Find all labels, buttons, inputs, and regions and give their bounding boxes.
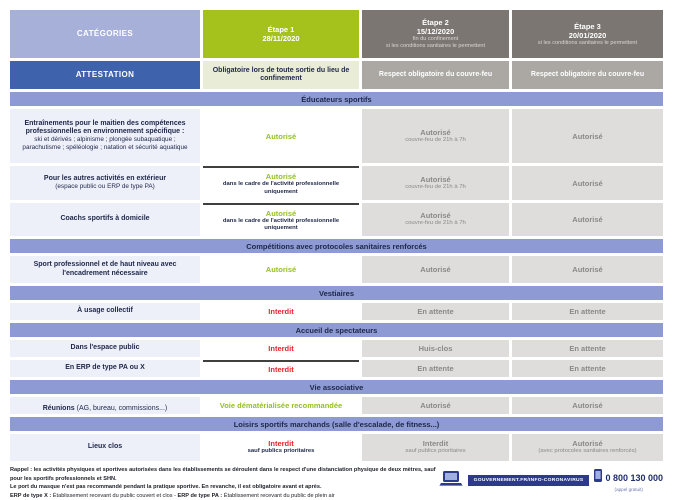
section-educateurs — [10, 92, 663, 106]
section-vestiaires — [10, 286, 663, 300]
status-text: Autorisé — [420, 211, 451, 221]
row-label-bold: Entraînements pour le maitien des compétences professionnelles en environnement spécifique : — [24, 119, 186, 135]
cell-reunions-etape1 — [203, 397, 359, 414]
row-label-espace-public — [10, 340, 200, 357]
phone-row — [594, 469, 663, 487]
row-label-text — [43, 396, 168, 415]
section-vie-associative — [10, 380, 663, 394]
status-text: Autorisé — [420, 265, 451, 274]
status-subtext: sauf publics prioritaires — [405, 448, 466, 455]
section-loisirs-label: Loisirs sportifs marchands (salle d'escalade, de fitness...) — [233, 419, 440, 429]
cell-autres-etape1 — [203, 166, 359, 200]
erp-x-definition: Établissement recevant du public couvert et clos - — [51, 492, 178, 499]
row-label-erp — [10, 360, 200, 377]
status-subtext: dans le cadre de l'activité professionnelle uniquement — [222, 181, 340, 195]
etape3-title: Étape 3 — [574, 21, 601, 31]
categories-label: CATÉGORIES — [76, 29, 134, 39]
phone-number: 0 800 130 000 — [605, 473, 663, 483]
attestation-etape2-text: Respect obligatoire du couvre-feu — [378, 70, 493, 78]
footer-note-masque: Le port du masque n'est pas recommandé pendant la pratique sportive. En revanche, il est obligatoire avant et après. — [10, 484, 322, 491]
cell-usage-etape3 — [512, 303, 663, 320]
laptop-icon — [439, 470, 463, 492]
cell-coachs-etape3 — [512, 203, 663, 236]
cell-erp-etape2 — [362, 360, 509, 377]
cell-entrainements-etape1 — [203, 109, 359, 163]
cell-sportpro-etape2 — [362, 256, 509, 283]
etape2-note2: si les conditions sanitaires le permettent — [385, 43, 486, 49]
status-text: En attente — [569, 307, 606, 316]
cell-entrainements-etape2 — [362, 109, 509, 163]
etape3-note: si les conditions sanitaires le permettent — [537, 39, 638, 46]
cell-espace-etape3 — [512, 340, 663, 357]
row-label-reunions — [10, 397, 200, 414]
status-subtext: dans le cadre de l'activité professionnelle uniquement — [222, 217, 340, 231]
cell-autres-etape2 — [362, 166, 509, 200]
section-spectateurs — [10, 323, 663, 337]
phone-block — [594, 469, 663, 492]
erp-pa-term: ERP de type PA : — [177, 492, 223, 499]
status-text: Autorisé — [420, 127, 451, 137]
status-subtext: couvre-feu de 21h à 7h — [405, 183, 466, 190]
cell-lieuxclos-etape2 — [362, 434, 509, 461]
cell-coachs-etape2 — [362, 203, 509, 236]
status-text: En attente — [569, 344, 606, 353]
section-educateurs-label: Éducateurs sportifs — [301, 94, 372, 104]
status-text: En attente — [569, 364, 606, 373]
row-label-bold: Pour les autres activités en extérieur — [43, 174, 167, 182]
status-subtext: (avec protocoles sanitaires renforcés) — [538, 448, 637, 455]
cell-autres-etape3 — [512, 166, 663, 200]
status-text: Interdit — [268, 439, 294, 449]
cell-reunions-etape3 — [512, 397, 663, 414]
status-subtext: couvre-feu de 21h à 7h — [405, 220, 466, 227]
status-text: Autorisé — [265, 265, 297, 274]
section-competitions — [10, 239, 663, 253]
status-text: Interdit — [268, 365, 294, 374]
row-label-normal: (AG, bureau, commissions...) — [76, 404, 168, 412]
status-subtext: couvre-feu de 21h à 7h — [405, 136, 466, 143]
status-text: Autorisé — [572, 265, 603, 274]
etape3-date: 20/01/2020 — [568, 30, 607, 40]
row-label-normal: (espace public ou ERP de type PA) — [55, 183, 155, 191]
row-label-usage-collectif — [10, 303, 200, 320]
row-label-lieux-clos — [10, 434, 200, 461]
phases-table — [10, 10, 663, 461]
row-label-bold: Sport professionnel et de haut niveau avec l'encadrement nécessaire — [33, 261, 177, 277]
cell-sportpro-etape1 — [203, 256, 359, 283]
row-label-entrainements — [10, 109, 200, 163]
status-text: Autorisé — [420, 174, 451, 184]
row-label-bold: Dans l'espace public — [70, 344, 140, 352]
etape3-header — [512, 10, 663, 58]
status-text: Autorisé — [572, 439, 603, 449]
row-label-bold: Coachs sportifs à domicile — [60, 215, 150, 223]
status-text: Autorisé — [265, 208, 297, 218]
cell-erp-etape1 — [203, 360, 359, 377]
attestation-etape3-cell — [512, 61, 663, 89]
row-label-bold: Réunions — [42, 404, 75, 412]
status-text: Interdit — [422, 439, 449, 449]
status-text: Interdit — [268, 344, 294, 353]
row-label-bold: Lieux clos — [87, 443, 123, 451]
cell-coachs-etape1 — [203, 203, 359, 236]
row-label-coachs — [10, 203, 200, 236]
erp-pa-definition: Établissement recevant du public de plein air — [222, 492, 335, 499]
section-vestiaires-label: Vestiaires — [318, 288, 355, 298]
row-label-normal: ski et dérivés ; alpinisme ; plongée subaquatique ; parachutisme ; spéléologie ; natation et sécurité aquatique — [22, 136, 188, 152]
cell-reunions-etape2 — [362, 397, 509, 414]
status-text: Autorisé — [572, 401, 603, 410]
phone-icon — [594, 469, 602, 487]
status-text: Interdit — [268, 307, 294, 316]
etape1-date: 28/11/2020 — [262, 34, 300, 43]
cell-usage-etape2 — [362, 303, 509, 320]
attestation-label: ATTESTATION — [75, 70, 135, 80]
section-vie-associative-label: Vie associative — [309, 382, 364, 392]
erp-x-term: ERP de type X : — [10, 492, 52, 499]
status-text: En attente — [417, 307, 454, 316]
cell-espace-etape1 — [203, 340, 359, 357]
section-spectateurs-label: Accueil de spectateurs — [295, 325, 378, 335]
status-text: Autorisé — [265, 172, 297, 182]
footer-note-rappel: Rappel : les activités physiques et sportives autorisées dans les établissements se déroulent dans le respect d'une distanciation physique de deux mètres, sauf pour les sportifs professionnels et SHN. — [10, 467, 436, 482]
cell-sportpro-etape3 — [512, 256, 663, 283]
etape2-date: 15/12/2020 — [416, 27, 455, 37]
attestation-header — [10, 61, 200, 89]
cell-entrainements-etape3 — [512, 109, 663, 163]
cell-lieuxclos-etape1 — [203, 434, 359, 461]
footer — [10, 466, 663, 500]
status-text: Huis-clos — [418, 344, 453, 353]
row-label-sport-pro — [10, 256, 200, 283]
phone-note: (appel gratuit) — [614, 487, 643, 492]
row-label-bold: À usage collectif — [77, 307, 133, 315]
attestation-etape3-text: Respect obligatoire du couvre-feu — [530, 70, 645, 78]
row-label-autres-activites — [10, 166, 200, 200]
status-text: En attente — [417, 364, 454, 373]
status-subtext: sauf publics prioritaires — [247, 448, 315, 455]
row-label-bold: En ERP de type PA ou X — [65, 364, 145, 372]
etape1-header — [203, 10, 359, 58]
attestation-etape1-text: Obligatoire lors de toute sortie du lieu de confinement — [212, 66, 350, 82]
etape2-header — [362, 10, 509, 58]
cell-usage-etape1 — [203, 303, 359, 320]
status-text: Autorisé — [572, 215, 603, 224]
categories-header — [10, 10, 200, 58]
cell-espace-etape2 — [362, 340, 509, 357]
attestation-etape2-cell — [362, 61, 509, 89]
cell-erp-etape3 — [512, 360, 663, 377]
footer-brand — [439, 466, 663, 492]
government-site-badge: GOUVERNEMENT.FR/INFO-CORONAVIRUS — [468, 475, 590, 486]
etape2-title: Étape 2 — [422, 18, 449, 28]
status-text: Autorisé — [265, 131, 297, 141]
section-loisirs — [10, 417, 663, 431]
status-text: Voie dématérialisée recommandée — [219, 401, 343, 410]
etape2-note1: fin du confinement — [412, 36, 459, 43]
status-text: Autorisé — [572, 178, 603, 188]
etape1-title: Étape 1 — [267, 25, 295, 34]
footer-note-erp — [10, 492, 439, 500]
status-text: Autorisé — [420, 401, 451, 410]
section-competitions-label: Compétitions avec protocoles sanitaires renforcés — [246, 241, 427, 251]
attestation-etape1-cell — [203, 61, 359, 89]
footer-notes — [10, 466, 439, 500]
cell-lieuxclos-etape3 — [512, 434, 663, 461]
status-text: Autorisé — [572, 131, 603, 141]
